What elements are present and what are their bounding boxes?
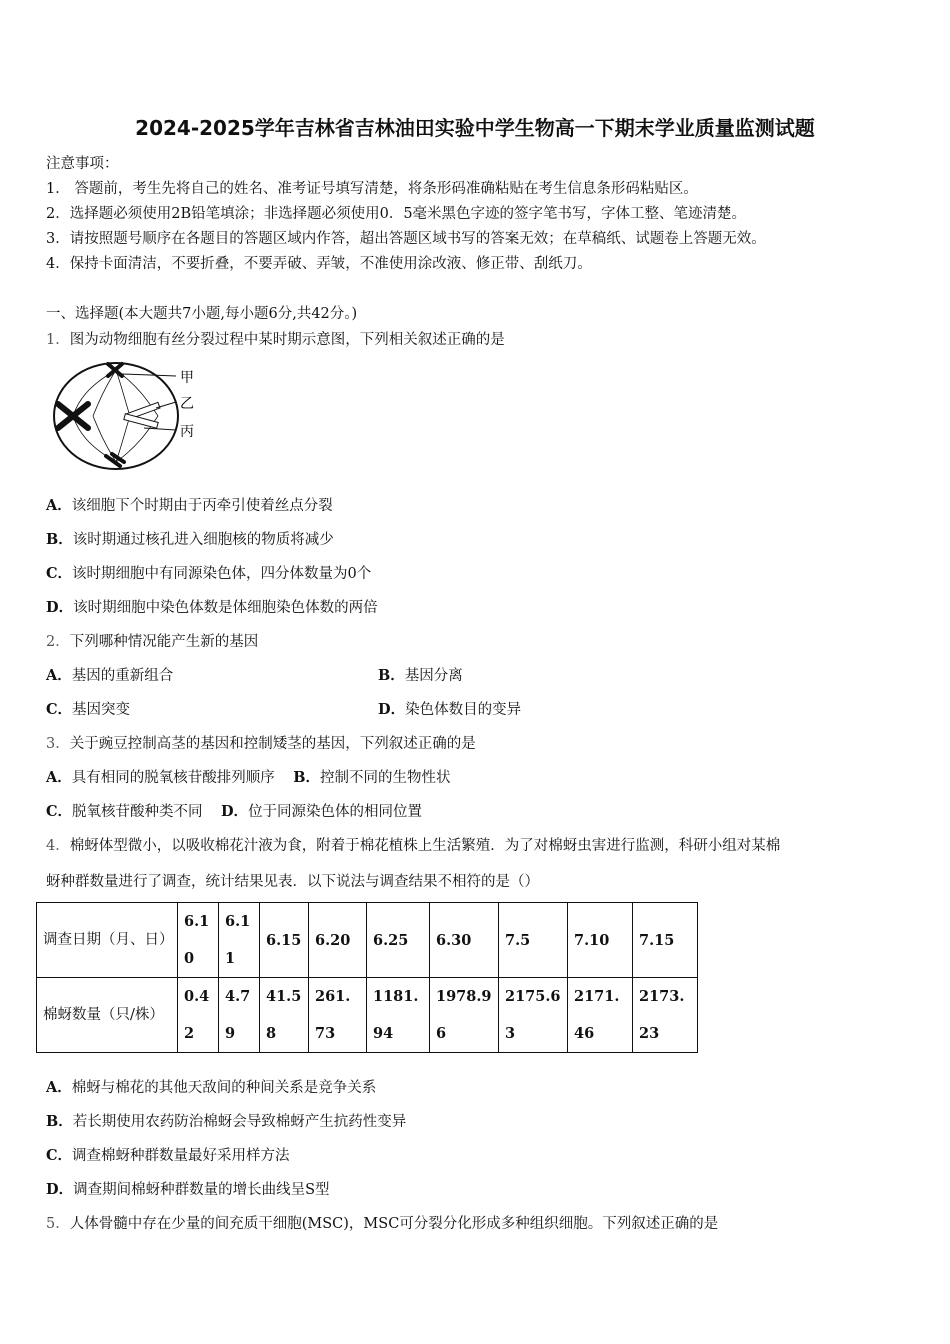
q1-option-d: D．该时期细胞中染色体数是体细胞染色体数的两倍 (46, 599, 378, 616)
table-cell: 41.58 (260, 978, 309, 1053)
mitosis-cell-figure (48, 356, 208, 474)
table-header-date: 调查日期（月、日） (37, 903, 178, 978)
q3-options-cd: C．脱氧核苷酸种类不同 D．位于同源染色体的相同位置 (46, 803, 423, 820)
q4-option-d: D．调查期间棉蚜种群数量的增长曲线呈S型 (46, 1181, 330, 1198)
label-bing: 丙 (180, 424, 194, 440)
table-cell: 2173.23 (633, 978, 698, 1053)
q4-option-c: C．调查棉蚜种群数量最好采用样方法 (46, 1147, 290, 1164)
q4-option-b: B．若长期使用农药防治棉蚜会导致棉蚜产生抗药性变异 (46, 1113, 407, 1130)
notice-heading: 注意事项： (46, 156, 119, 172)
table-cell: 6.30 (430, 903, 499, 978)
table-cell: 6.25 (367, 903, 430, 978)
label-yi: 乙 (180, 396, 194, 412)
q2-option-c: C．基因突变 (46, 701, 131, 718)
q2-option-b: B．基因分离 (378, 667, 463, 684)
question-3: 3．关于豌豆控制高茎的基因和控制矮茎的基因，下列叙述正确的是 (46, 736, 476, 752)
q2-option-a: A．基因的重新组合 (46, 667, 174, 684)
table-cell: 6.11 (219, 903, 260, 978)
q4-option-a: A．棉蚜与棉花的其他天敌间的种间关系是竞争关系 (46, 1079, 377, 1096)
q1-option-c: C．该时期细胞中有同源染色体，四分体数量为0个 (46, 565, 372, 582)
section-heading: 一、选择题(本大题共7小题,每小题6分,共42分。) (46, 306, 358, 322)
q3-options-ab: A．具有相同的脱氧核苷酸排列顺序 B．控制不同的生物性状 (46, 769, 451, 786)
table-cell: 2175.63 (499, 978, 568, 1053)
question-1 (46, 328, 505, 349)
notice-item-4: 4．保持卡面清洁，不要折叠，不要弄破、弄皱，不准使用涂改液、修正带、刮纸刀。 (46, 256, 592, 272)
aphid-survey-table (36, 902, 698, 1053)
table-cell: 0.42 (178, 978, 219, 1053)
table-header-count: 棉蚜数量（只/株） (37, 978, 178, 1053)
notice-item-2: 2．选择题必须使用2B铅笔填涂；非选择题必须使用0．5毫米黑色字迹的签字笔书写，字体工整、笔迹清楚。 (46, 206, 747, 222)
table-cell: 6.15 (260, 903, 309, 978)
table-cell: 7.5 (499, 903, 568, 978)
notice-item-1: 1． 答题前，考生先将自己的姓名、准考证号填写清楚，将条形码准确粘贴在考生信息条形码粘贴区。 (46, 181, 698, 197)
page-title: 2024-2025学年吉林省吉林油田实验中学生物高一下期末学业质量监测试题 (135, 116, 815, 140)
table-cell: 1181.94 (367, 978, 430, 1053)
table-cell: 6.10 (178, 903, 219, 978)
question-number: 1． (46, 332, 70, 348)
table-cell: 1978.96 (430, 978, 499, 1053)
table-cell: 7.10 (568, 903, 633, 978)
question-4-cont: 蚜种群数量进行了调查，统计结果见表．以下说法与调查结果不相符的是（） (46, 874, 539, 890)
q2-option-d: D．染色体数目的变异 (378, 701, 522, 718)
table-cell: 6.20 (309, 903, 367, 978)
question-4: 4．棉蚜体型微小，以吸收棉花汁液为食，附着于棉花植株上生活繁殖．为了对棉蚜虫害进行监测，科研小组对某棉 (46, 838, 781, 854)
cell-diagram-icon (48, 356, 208, 474)
question-stem: 图为动物细胞有丝分裂过程中某时期示意图，下列相关叙述正确的是 (69, 332, 505, 348)
table-cell: 261.73 (309, 978, 367, 1053)
notice-item-3: 3．请按照题号顺序在各题目的答题区域内作答，超出答题区域书写的答案无效；在草稿纸、试题卷上答题无效。 (46, 231, 766, 247)
question-2: 2．下列哪种情况能产生新的基因 (46, 634, 259, 650)
table-cell: 4.79 (219, 978, 260, 1053)
table-cell: 2171.46 (568, 978, 633, 1053)
label-jia: 甲 (180, 370, 194, 386)
table-row (37, 978, 698, 1053)
table-row (37, 903, 698, 978)
question-5: 5．人体骨髓中存在少量的间充质干细胞(MSC)，MSC可分裂分化形成多种组织细胞。下列叙述正确的是 (46, 1216, 719, 1232)
q1-option-a: A．该细胞下个时期由于丙牵引使着丝点分裂 (46, 497, 333, 514)
table-cell: 7.15 (633, 903, 698, 978)
q1-option-b: B．该时期通过核孔进入细胞核的物质将减少 (46, 531, 334, 548)
